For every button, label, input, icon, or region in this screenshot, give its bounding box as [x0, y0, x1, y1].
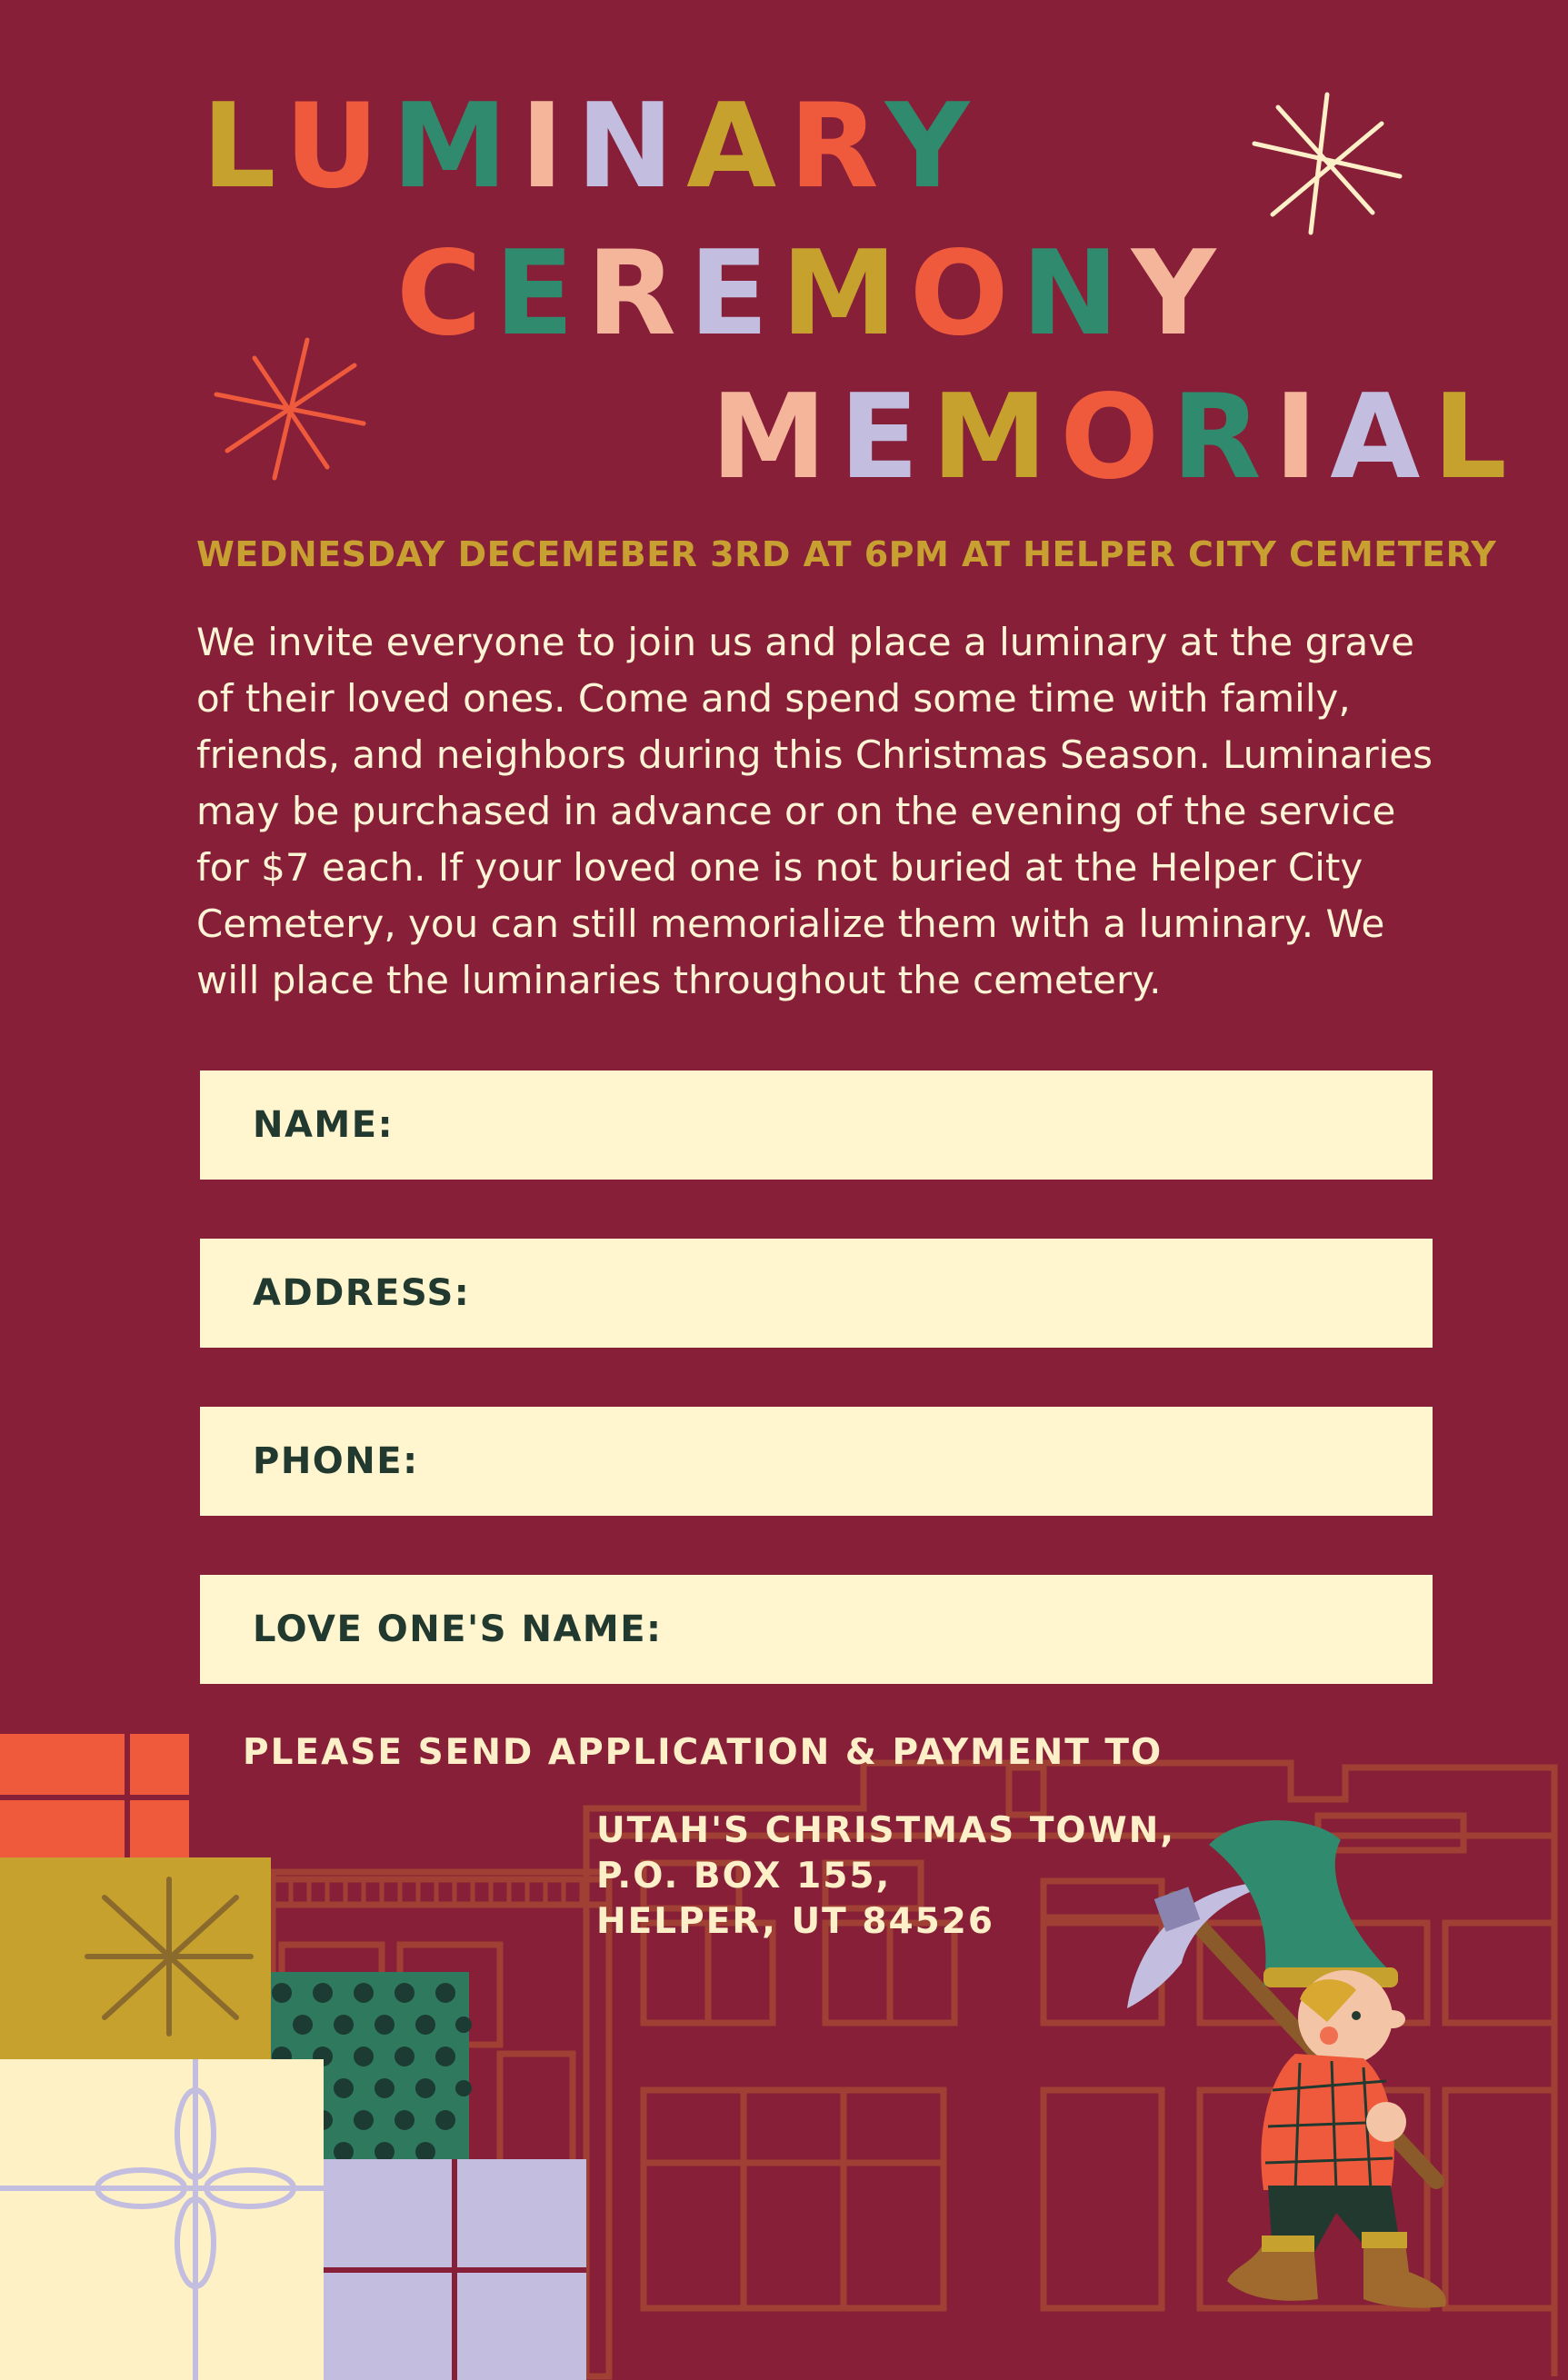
title-line-luminary — [202, 79, 983, 214]
phone-field[interactable] — [200, 1407, 1433, 1516]
title-letter: E — [494, 226, 587, 362]
mailing-line-2: P.O. BOX 155, — [596, 1856, 892, 1897]
address-label: ADDRESS: — [253, 1272, 471, 1314]
title-letter: A — [1330, 370, 1433, 505]
sparkle-icon-cream — [1245, 87, 1409, 242]
title-line-memorial — [711, 370, 1520, 505]
intro-paragraph: We invite everyone to join us and place a luminary at the grave of their loved ones. Come and spend some time with family, friends, and neighbors during this Christmas Season. Luminaries may be purchased in advance or on the evening of the service for $7 each. If your loved one is not buried at the Helper City Cemetery, you can still memorialize them with a luminary. We will place the luminaries throughout the cemetery. — [196, 620, 1433, 1002]
event-date: WEDNESDAY DECEMEBER 3RD AT 6PM AT HELPER CITY CEMETERY — [196, 534, 1497, 574]
title-letter: E — [688, 226, 782, 362]
title-letter: R — [586, 226, 689, 362]
mailing-line-3: HELPER, UT 84526 — [596, 1901, 995, 1942]
title-letter: M — [781, 226, 910, 362]
name-label: NAME: — [253, 1104, 394, 1146]
mailing-heading: PLEASE SEND APPLICATION & PAYMENT TO — [243, 1732, 1164, 1773]
loved-one-name-field[interactable] — [200, 1575, 1433, 1684]
phone-label: PHONE: — [253, 1440, 419, 1482]
name-field[interactable] — [200, 1071, 1433, 1180]
title-letter: M — [711, 370, 840, 505]
title-letter: E — [839, 370, 932, 505]
mailing-address — [596, 1808, 1175, 1945]
title-letter: O — [909, 226, 1022, 362]
loved-one-name-label: LOVE ONE'S NAME: — [253, 1608, 663, 1650]
title-letter: I — [520, 79, 576, 214]
sparkle-icon-orange — [209, 333, 373, 487]
title-letter: R — [1172, 370, 1274, 505]
title-letter: R — [789, 79, 885, 214]
title-letter: L — [1433, 370, 1520, 505]
title-letter: Y — [884, 79, 983, 214]
address-field[interactable] — [200, 1239, 1433, 1348]
title-letter: I — [1273, 370, 1331, 505]
title-letter: M — [391, 79, 521, 214]
gnome-miner-icon — [1118, 1808, 1463, 2335]
mailing-line-1: UTAH'S CHRISTMAS TOWN, — [596, 1810, 1176, 1851]
title-letter: O — [1060, 370, 1172, 505]
title-letter: L — [202, 79, 285, 214]
title-letter: M — [931, 370, 1061, 505]
title-letter: U — [285, 79, 392, 214]
title-line-ceremony — [396, 226, 1229, 362]
title-letter: N — [1021, 226, 1132, 362]
title-letter: A — [686, 79, 790, 214]
title-letter: Y — [1131, 226, 1229, 362]
title-letter: C — [396, 226, 494, 362]
title-letter: N — [575, 79, 687, 214]
gift-boxes-illustration — [0, 1734, 586, 2380]
